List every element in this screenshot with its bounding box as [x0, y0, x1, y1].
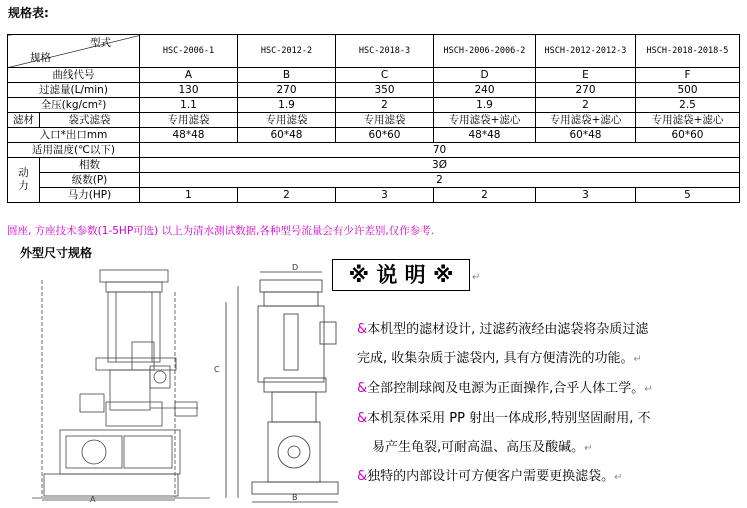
description-line	[372, 434, 593, 462]
dim-label-c: C	[214, 365, 220, 374]
table-row	[8, 188, 740, 203]
row-label: 曲线代号	[8, 68, 140, 83]
table-cell: 2	[140, 173, 740, 188]
description-line	[357, 463, 623, 491]
table-row	[8, 173, 740, 188]
model-header: HSC-2018-3	[336, 35, 434, 68]
table-cell: C	[336, 68, 434, 83]
table-row	[8, 128, 740, 143]
model-header: HSC-2006-1	[140, 35, 238, 68]
table-cell: 5	[636, 188, 740, 203]
table-cell: D	[434, 68, 536, 83]
bullet-text: 独特的内部设计可方便客户需要更换滤袋。	[367, 469, 615, 484]
header-type-label: 型式	[90, 37, 111, 49]
table-cell: B	[238, 68, 336, 83]
table-cell: 专用滤袋+滤心	[536, 113, 636, 128]
table-cell: 2	[536, 98, 636, 113]
table-cell: 专用滤袋	[336, 113, 434, 128]
table-cell: 1.1	[140, 98, 238, 113]
description-line	[357, 316, 648, 343]
line-end-mark: ↵	[633, 354, 642, 365]
page-title: 规格表:	[8, 6, 49, 20]
model-header: HSC-2012-2	[238, 35, 336, 68]
description-line	[357, 405, 650, 432]
table-row	[8, 143, 740, 158]
bullet-symbol: &	[357, 469, 368, 484]
line-end-mark: ↵	[614, 472, 623, 483]
bullet-symbol: &	[357, 381, 368, 396]
bullet-text: 本机泵体采用 PP 射出一体成形,特别坚固耐用, 不	[367, 411, 651, 426]
description-line	[357, 375, 653, 403]
model-header: HSCH-2012-2012-3	[536, 35, 636, 68]
header-row	[8, 35, 740, 68]
pump-side-drawing	[212, 262, 348, 506]
table-cell: E	[536, 68, 636, 83]
row-label: 入口*出口mm	[8, 128, 140, 143]
table-cell: 240	[434, 83, 536, 98]
table-cell: 130	[140, 83, 238, 98]
row-label: 过滤量(L/min)	[8, 83, 140, 98]
row-label: 级数(P)	[40, 173, 140, 188]
table-row	[8, 158, 740, 173]
table-cell: 60*48	[238, 128, 336, 143]
table-cell: 2	[336, 98, 434, 113]
table-row	[8, 68, 740, 83]
table-cell: 60*48	[536, 128, 636, 143]
row-label: 全压(kg/cm²)	[8, 98, 140, 113]
dim-label-a: A	[90, 495, 96, 504]
table-cell: 专用滤袋+滤心	[434, 113, 536, 128]
model-header: HSCH-2018-2018-5	[636, 35, 740, 68]
row-label: 相数	[40, 158, 140, 173]
table-cell: 1.9	[434, 98, 536, 113]
row-label: 适用温度(℃以下)	[8, 143, 140, 158]
header-spec-label: 规格	[30, 52, 51, 64]
table-row	[8, 83, 740, 98]
bullet-symbol: &	[357, 322, 368, 337]
pump-front-drawing	[20, 262, 225, 506]
line-end-mark: ↵	[584, 443, 593, 454]
table-cell: 2	[434, 188, 536, 203]
row-label: 滤材	[8, 113, 40, 128]
table-cell: 3Ø	[140, 158, 740, 173]
row-label: 袋式滤袋	[40, 113, 140, 128]
line-end-mark: ↵	[472, 272, 481, 283]
row-label: 马力(HP)	[40, 188, 140, 203]
table-cell: 专用滤袋	[140, 113, 238, 128]
bullet-text: 本机型的滤材设计, 过滤药液经由滤袋将杂质过滤	[367, 322, 649, 337]
table-cell: 60*60	[636, 128, 740, 143]
table-cell: 3	[336, 188, 434, 203]
table-row	[8, 98, 740, 113]
table-cell: F	[636, 68, 740, 83]
bullet-symbol: &	[357, 411, 368, 426]
table-cell: 270	[238, 83, 336, 98]
table-cell: 48*48	[140, 128, 238, 143]
bullet-text: 易产生龟裂,可耐高温、高压及酸碱。	[372, 440, 585, 455]
table-cell: 专用滤袋+滤心	[636, 113, 740, 128]
power-label-text: 动力	[18, 167, 29, 192]
bullet-text: 完成, 收集杂质于滤袋内, 具有方便清洗的功能。	[357, 351, 634, 366]
table-cell: 48*48	[434, 128, 536, 143]
description-heading: ※ 说 明 ※	[332, 259, 470, 291]
spec-table	[7, 34, 740, 203]
table-cell: 1.9	[238, 98, 336, 113]
table-cell: 500	[636, 83, 740, 98]
dimension-subtitle: 外型尺寸规格	[20, 246, 93, 260]
header-corner-cell	[8, 35, 140, 68]
table-cell: 60*60	[336, 128, 434, 143]
table-row	[8, 113, 740, 128]
spec-note: 圆座, 方座技术参数(1-5HP可选) 以上为清水测试数据,各种型号流量会有少许差别,仅作参考.	[7, 225, 435, 237]
table-cell: 270	[536, 83, 636, 98]
dim-label-b: B	[292, 493, 298, 502]
model-header: HSCH-2006-2006-2	[434, 35, 536, 68]
line-end-mark: ↵	[644, 384, 653, 395]
table-cell: 70	[140, 143, 740, 158]
bullet-text: 全部控制球阀及电源为正面操作,合乎人体工学。	[367, 381, 645, 396]
table-cell: 350	[336, 83, 434, 98]
table-cell: A	[140, 68, 238, 83]
power-label	[8, 158, 40, 203]
table-cell: 专用滤袋	[238, 113, 336, 128]
dim-label-d: D	[292, 263, 299, 272]
table-cell: 1	[140, 188, 238, 203]
table-cell: 2.5	[636, 98, 740, 113]
description-line	[357, 345, 642, 373]
table-cell: 3	[536, 188, 636, 203]
table-cell: 2	[238, 188, 336, 203]
